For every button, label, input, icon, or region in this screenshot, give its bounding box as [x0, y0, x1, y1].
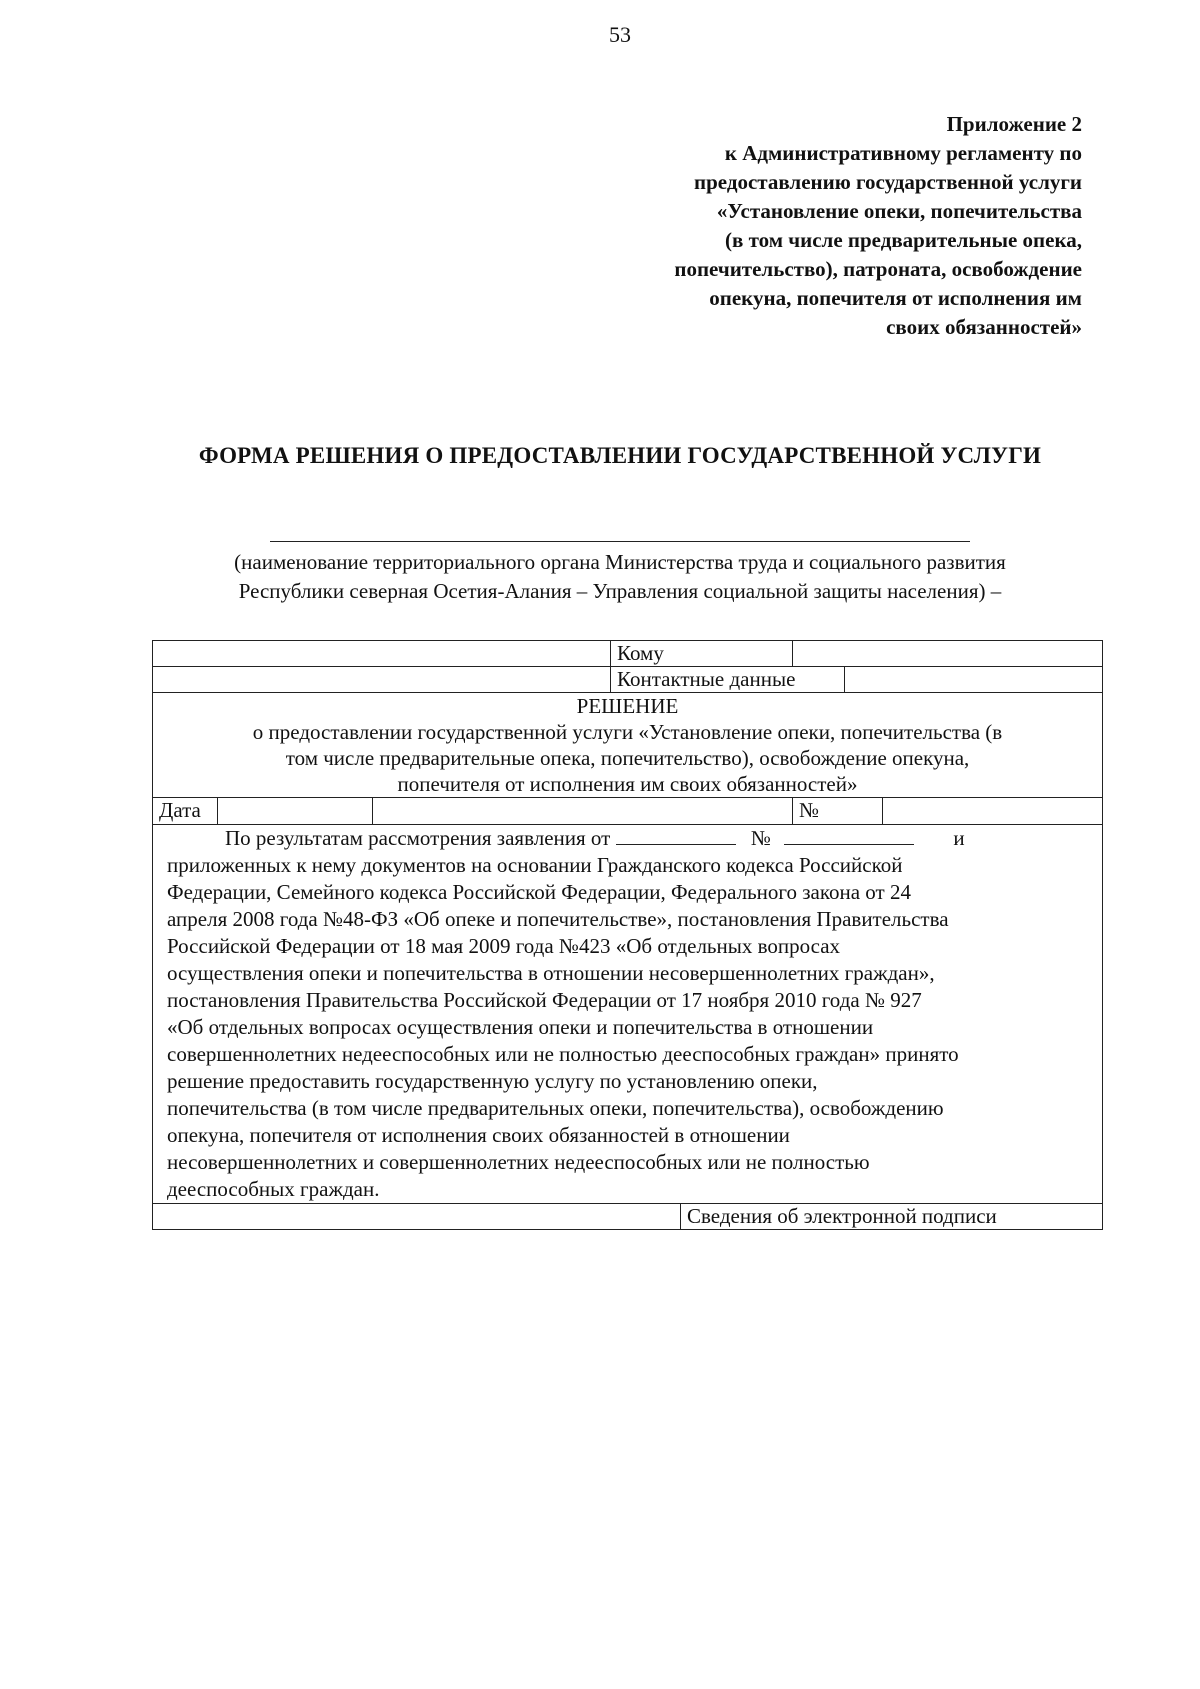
organization-blank-line — [270, 541, 970, 542]
appendix-line: попечительство), патроната, освобождение — [674, 257, 1082, 281]
body-line: «Об отдельных вопросах осуществления опеки и попечительства в отношении — [167, 1015, 874, 1039]
signature-label: Сведения об электронной подписи — [681, 1204, 1103, 1230]
application-number-sign: № — [750, 826, 771, 850]
decision-title: РЕШЕНИЕ — [576, 694, 679, 718]
body-line: Федерации, Семейного кодекса Российской Федерации, Федерального закона от 24 — [167, 880, 911, 904]
decision-subtitle-line: попечителя от исполнения им своих обязанностей» — [397, 772, 858, 796]
application-date-blank[interactable] — [616, 826, 736, 845]
signature-blank-cell[interactable] — [153, 1204, 681, 1230]
contact-value-cell[interactable] — [845, 667, 1103, 693]
body-first-line — [167, 825, 1090, 852]
decision-subtitle-line: о предоставлении государственной услуги «Установление опеки, попечительства (в — [252, 720, 1003, 744]
contact-label: Контактные данные — [611, 667, 845, 693]
organization-caption-line: (наименование территориального органа Министерства труда и социального развития — [234, 550, 1006, 574]
number-value-cell[interactable] — [883, 798, 1103, 825]
body-line: апреля 2008 года №48-ФЗ «Об опеке и попечительстве», постановления Правительства — [167, 907, 949, 931]
appendix-line: предоставлению государственной услуги — [694, 170, 1082, 194]
date-spacer-cell — [373, 798, 793, 825]
body-line: Российской Федерации от 18 мая 2009 года №423 «Об отдельных вопросах — [167, 934, 841, 958]
appendix-line: опекуна, попечителя от исполнения им — [709, 286, 1082, 310]
body-line: несовершеннолетних и совершеннолетних недееспособных или не полностью — [167, 1150, 870, 1174]
appendix-line: «Установление опеки, попечительства — [716, 199, 1082, 223]
appendix-line: Приложение 2 — [946, 112, 1082, 136]
organization-caption-line: Республики северная Осетия-Алания – Управления социальной защиты населения) – — [238, 579, 1002, 603]
to-value-cell[interactable] — [793, 641, 1103, 667]
to-label: Кому — [611, 641, 793, 667]
application-number-blank[interactable] — [784, 826, 914, 845]
decision-body-cell — [153, 825, 1103, 1204]
body-line: постановления Правительства Российской Федерации от 17 ноября 2010 года № 927 — [167, 988, 922, 1012]
organization-caption — [0, 548, 1200, 606]
number-label: № — [793, 798, 883, 825]
body-line: совершеннолетних недееспособных или не полностью дееспособных граждан» принято — [167, 1042, 959, 1066]
decision-subtitle-line: том числе предварительные опека, попечительство), освобождение опекуна, — [285, 746, 970, 770]
decision-form-table — [152, 640, 1103, 1230]
body-line: опекуна, попечителя от исполнения своих обязанностей в отношении — [167, 1123, 790, 1147]
decision-heading-cell — [153, 693, 1103, 798]
to-blank-cell[interactable] — [153, 641, 611, 667]
appendix-line: своих обязанностей» — [886, 315, 1082, 339]
application-from-text: По результатам рассмотрения заявления от — [225, 826, 611, 850]
conjunction-text: и — [953, 826, 965, 850]
appendix-line: к Административному регламенту по — [724, 141, 1082, 165]
contact-blank-cell[interactable] — [153, 667, 611, 693]
form-title: ФОРМА РЕШЕНИЯ О ПРЕДОСТАВЛЕНИИ ГОСУДАРСТВЕННОЙ УСЛУГИ — [198, 443, 1042, 468]
date-value-cell[interactable] — [218, 798, 373, 825]
appendix-header — [522, 110, 1082, 342]
body-line: осуществления опеки и попечительства в отношении несовершеннолетних граждан», — [167, 961, 935, 985]
body-line: попечительства (в том числе предварительных опеки, попечительства), освобождению — [167, 1096, 944, 1120]
date-label: Дата — [153, 798, 218, 825]
body-line: дееспособных граждан. — [167, 1177, 380, 1201]
body-line: приложенных к нему документов на основании Гражданского кодекса Российской — [167, 853, 903, 877]
page-number: 53 — [609, 22, 631, 47]
body-line: решение предоставить государственную услугу по установлению опеки, — [167, 1069, 818, 1093]
appendix-line: (в том числе предварительные опека, — [725, 228, 1082, 252]
